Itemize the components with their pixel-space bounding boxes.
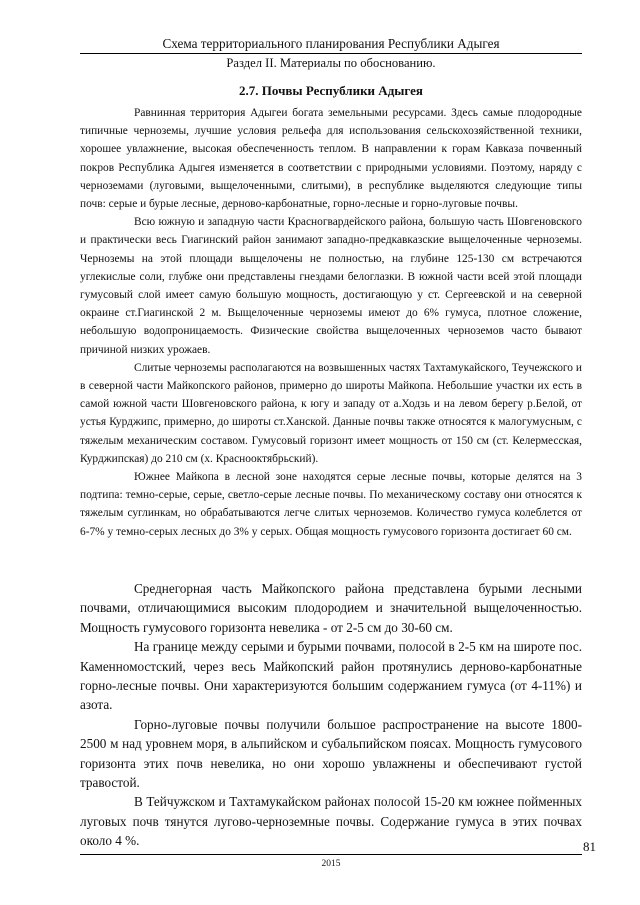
footer-divider bbox=[80, 854, 582, 855]
paragraph: Равнинная территория Адыгеи богата земельными ресурсами. Здесь самые плодородные типичные черноземы, лучшие условия рельефа для использования сельскохозяйственной техники, хорошее увлажнение, высокая обеспеченность теплом. В направлении к горам Кавказа почвенный покров Республика Адыгея изменяется в соответствии с природными условиями. Поэтому, наряду с черноземами (луговыми, выщелоченными, слитыми), в республике выделяются следующие типы почв: серые и бурые лесные, дерново-карбонатные, горно-лесные и горно-луговые почвы. bbox=[80, 107, 582, 211]
paragraph: Среднегорная часть Майкопского района представлена бурыми лесными почвами, отличающимися высоким плодородием и значительной выщелоченностью. Мощность гумусового горизонта невелика - от 2-5 см до 30-60 см. bbox=[80, 581, 582, 635]
paragraph: Горно-луговые почвы получили большое распространение на высоте 1800-2500 м над уровнем моря, в альпийском и субальпийском поясах. Мощность гумусового горизонта этих почв невелика, но они хорошо увлажнены и обеспечивают густой травостой. bbox=[80, 716, 582, 791]
page-number: 81 bbox=[583, 839, 596, 854]
paragraph: Южнее Майкопа в лесной зоне находятся серые лесные почвы, которые делятся на 3 подтипа: темно-серые, серые, светло-серые лесные почвы. По механическому составу они относятся к тяжелым суглинкам, но обрабатываются легче слитых черноземов. Количество гумуса колеблется от 6-7% у темно-серых лесных до 3% у серых. Общая мощность гумусового горизонта достигает 60 см. bbox=[80, 471, 582, 538]
section-heading: 2.7. Почвы Республики Адыгея bbox=[239, 83, 423, 98]
paragraph: На границе между серыми и бурыми почвами, полосой в 2-5 км на широте пос. Каменномостский, через весь Майкопский район протянулись дерново-карбонатные горно-лесные почвы. Они характеризуются большим содержанием гумуса (от 4-11%) и азота. bbox=[80, 639, 582, 713]
body-text-block-1 bbox=[80, 104, 582, 541]
body-text-block-2 bbox=[80, 579, 582, 851]
header-divider bbox=[80, 53, 582, 54]
paragraph: Всю южную и западную части Красногвардейского района, большую часть Шовгеновского и практически весь Гиагинский район занимают западно-предкавказские выщелоченные черноземы. Черноземы на этой площади выщелочены не полностью, на глубине 125-130 см встречаются углекислые соли, глубже они представлены гнездами белоглазки. В южной части всей этой площади гумусовый слой имеет самую большую мощность, достигающую у ст. Сергеевской и на северной окраине ст.Гиагинской 2 м. Выщелоченные черноземы имеют до 6% гумуса, плотное сложение, небольшую водопроницаемость. Физические свойства выщелоченных черноземов часто бывают причиной низких урожаев. bbox=[80, 216, 582, 356]
footer-year: 2015 bbox=[321, 859, 341, 869]
document-header-title: Схема территориального планирования Республики Адыгея bbox=[162, 36, 500, 51]
paragraph: Слитые черноземы располагаются на возвышенных частях Тахтамукайского, Теучежского и в северной части Майкопского районов, примерно до широты Майкопа. Небольшие участки их есть в самой южной части Шовгеновского района, к югу и западу от а.Ходзь и на левом берегу р.Белой, от устья Курджипс, примерно, до широты ст.Ханской. Данные почвы также относятся к малогумусным, с тяжелым механическим составом. Гумусовый горизонт имеет мощность от 150 см (ст. Келермесская, Курджипская) до 210 см (х. Краснооктябрьский). bbox=[80, 361, 582, 465]
document-header-section: Раздел II. Материалы по обоснованию. bbox=[226, 56, 436, 70]
paragraph: В Тейчужском и Тахтамукайском районах полосой 15-20 км южнее пойменных луговых почв тянутся лугово-черноземные почвы. Содержание гумуса в этих почвах около 4 %. bbox=[80, 794, 582, 849]
